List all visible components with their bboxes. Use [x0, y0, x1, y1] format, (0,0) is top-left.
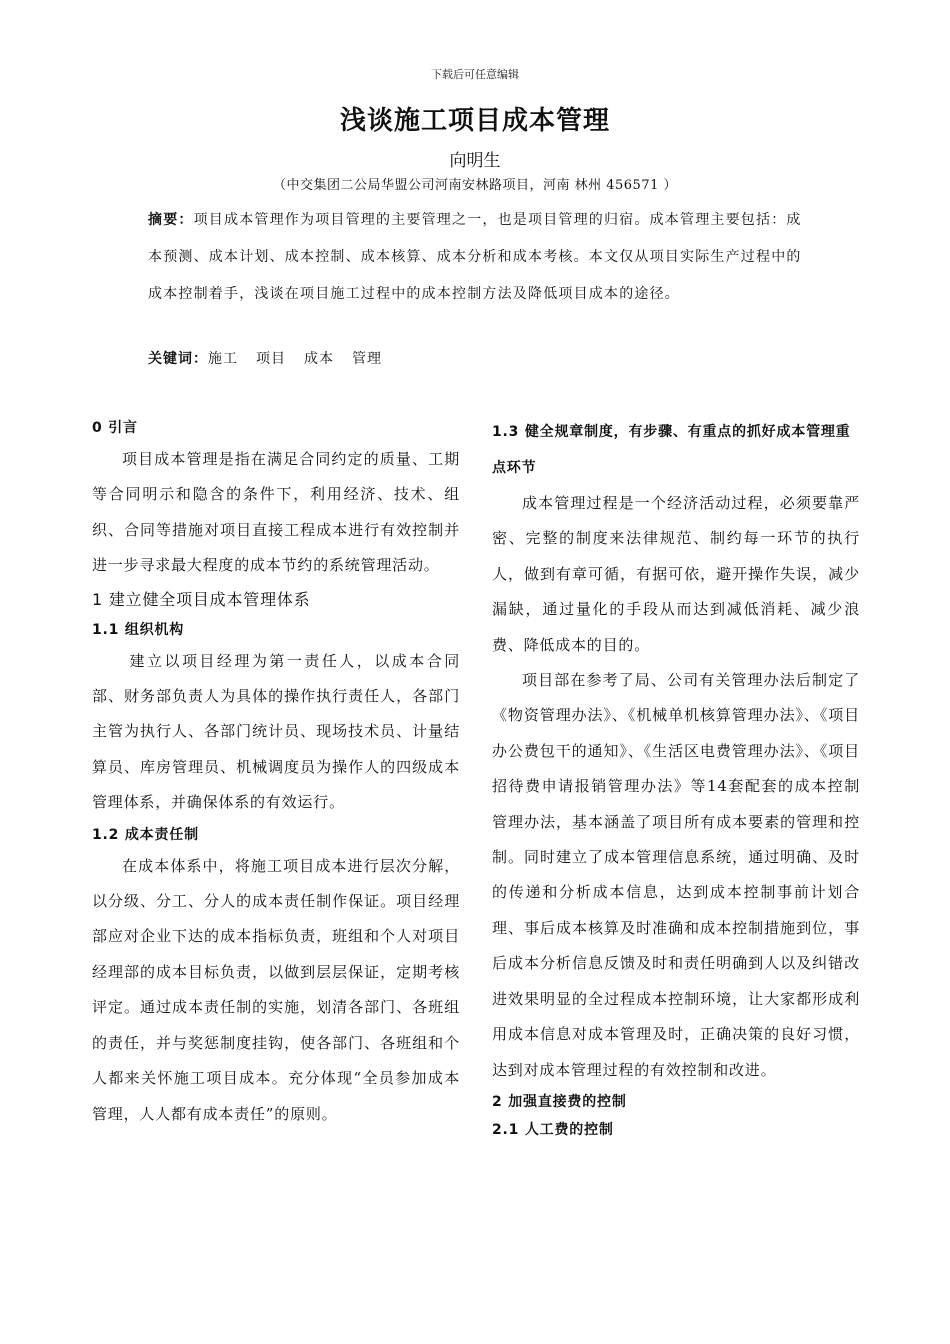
section-1-3-paragraph-2: 项目部在参考了局、公司有关管理办法后制定了《物资管理办法》、《机械单机核算管理办法》、《项目办公费包干的通知》、《生活区电费管理办法》、《项目招待费申请报销管理办法》等14套配套的成本控制管理办法，基本涵盖了项目所有成本要素的管理和控制。同时建立了成本管理信息系统，通过明确、及时的传递和分析成本信息，达到成本控制事前计划合理、事后成本核算及时准确和成本控制措施到位，事后成本分析信息反馈及时和责任明确到人以及纠错改进效果明显的全过程成本控制环境，让大家都形成利用成本信息对成本管理及时，正确决策的良好习惯，达到对成本管理过程的有效控制和改进。: [492, 671, 860, 1079]
abstract-text: 项目成本管理作为项目管理的主要管理之一，也是项目管理的归宿。成本管理主要包括：成本预测、成本计划、成本控制、成本核算、成本分析和成本考核。本文仅从项目实际生产过程中的成本控制着手，浅谈在项目施工过程中的成本控制方法及降低项目成本的途径。: [148, 212, 802, 302]
section-0-paragraph: 项目成本管理是指在满足合同约定的质量、工期等合同明示和隐含的条件下，利用经济、技术、组织、合同等措施对项目直接工程成本进行有效控制并进一步寻求最大程度的成本节约的系统管理活动。: [92, 450, 460, 575]
abstract-label: 摘要：: [148, 212, 194, 228]
section-heading-1: 1 建立健全项目成本管理体系: [92, 589, 311, 609]
section-heading-1-3: 1.3 健全规章制度，有步骤、有重点的抓好成本管理重点环节: [492, 424, 851, 476]
keyword: 管理: [352, 351, 382, 367]
author: 向明生: [449, 151, 501, 171]
section-heading-1-2: 1.2 成本责任制: [92, 826, 199, 843]
keyword: 施工: [208, 351, 238, 367]
keywords: [148, 348, 813, 368]
section-heading-2-1: 2.1 人工费的控制: [492, 1121, 614, 1138]
affiliation: （中交集团二公局华盟公司河南安林路项目，河南 林州 456571 ）: [272, 178, 678, 193]
keyword: 成本: [304, 351, 334, 367]
right-column: [492, 414, 860, 1144]
section-1-3-paragraph-1: 成本管理过程是一个经济活动过程，必须要靠严密、完整的制度来法律规范、制约每一环节的执行人，做到有章可循，有据可依，避开操作失误，减少漏缺，通过量化的手段从而达到减低消耗、减少浪费、降低成本的目的。: [492, 494, 860, 654]
keywords-label: 关键词：: [148, 351, 208, 367]
section-1-2-paragraph: 在成本体系中，将施工项目成本进行层次分解，以分级、分工、分人的成本责任制作保证。项目经理部应对企业下达的成本指标负责，班组和个人对项目经理部的成本目标负责，以做到层层保证，定期考核评定。通过成本责任制的实施，划清各部门、各班组的责任，并与奖惩制度挂钩，使各部门、各班组和个人都来关怀施工项目成本。充分体现“全员参加成本管理，人人都有成本责任”的原则。: [92, 856, 460, 1123]
left-column: [92, 414, 460, 1132]
section-heading-1-1: 1.1 组织机构: [92, 621, 185, 638]
keyword: 项目: [256, 351, 286, 367]
section-heading-0: 0 引言: [92, 420, 138, 436]
abstract: [148, 202, 813, 313]
section-1-1-paragraph: 建立以项目经理为第一责任人，以成本合同部、财务部负责人为具体的操作执行责任人，各部门主管为执行人、各部门统计员、现场技术员、计量结算员、库房管理员、机械调度员为操作人的四级成本管理体系，并确保体系的有效运行。: [92, 651, 460, 812]
section-heading-2: 2 加强直接费的控制: [492, 1093, 627, 1110]
document-title: 浅谈施工项目成本管理: [339, 106, 610, 136]
header-note: 下载后可任意编辑: [431, 68, 519, 81]
